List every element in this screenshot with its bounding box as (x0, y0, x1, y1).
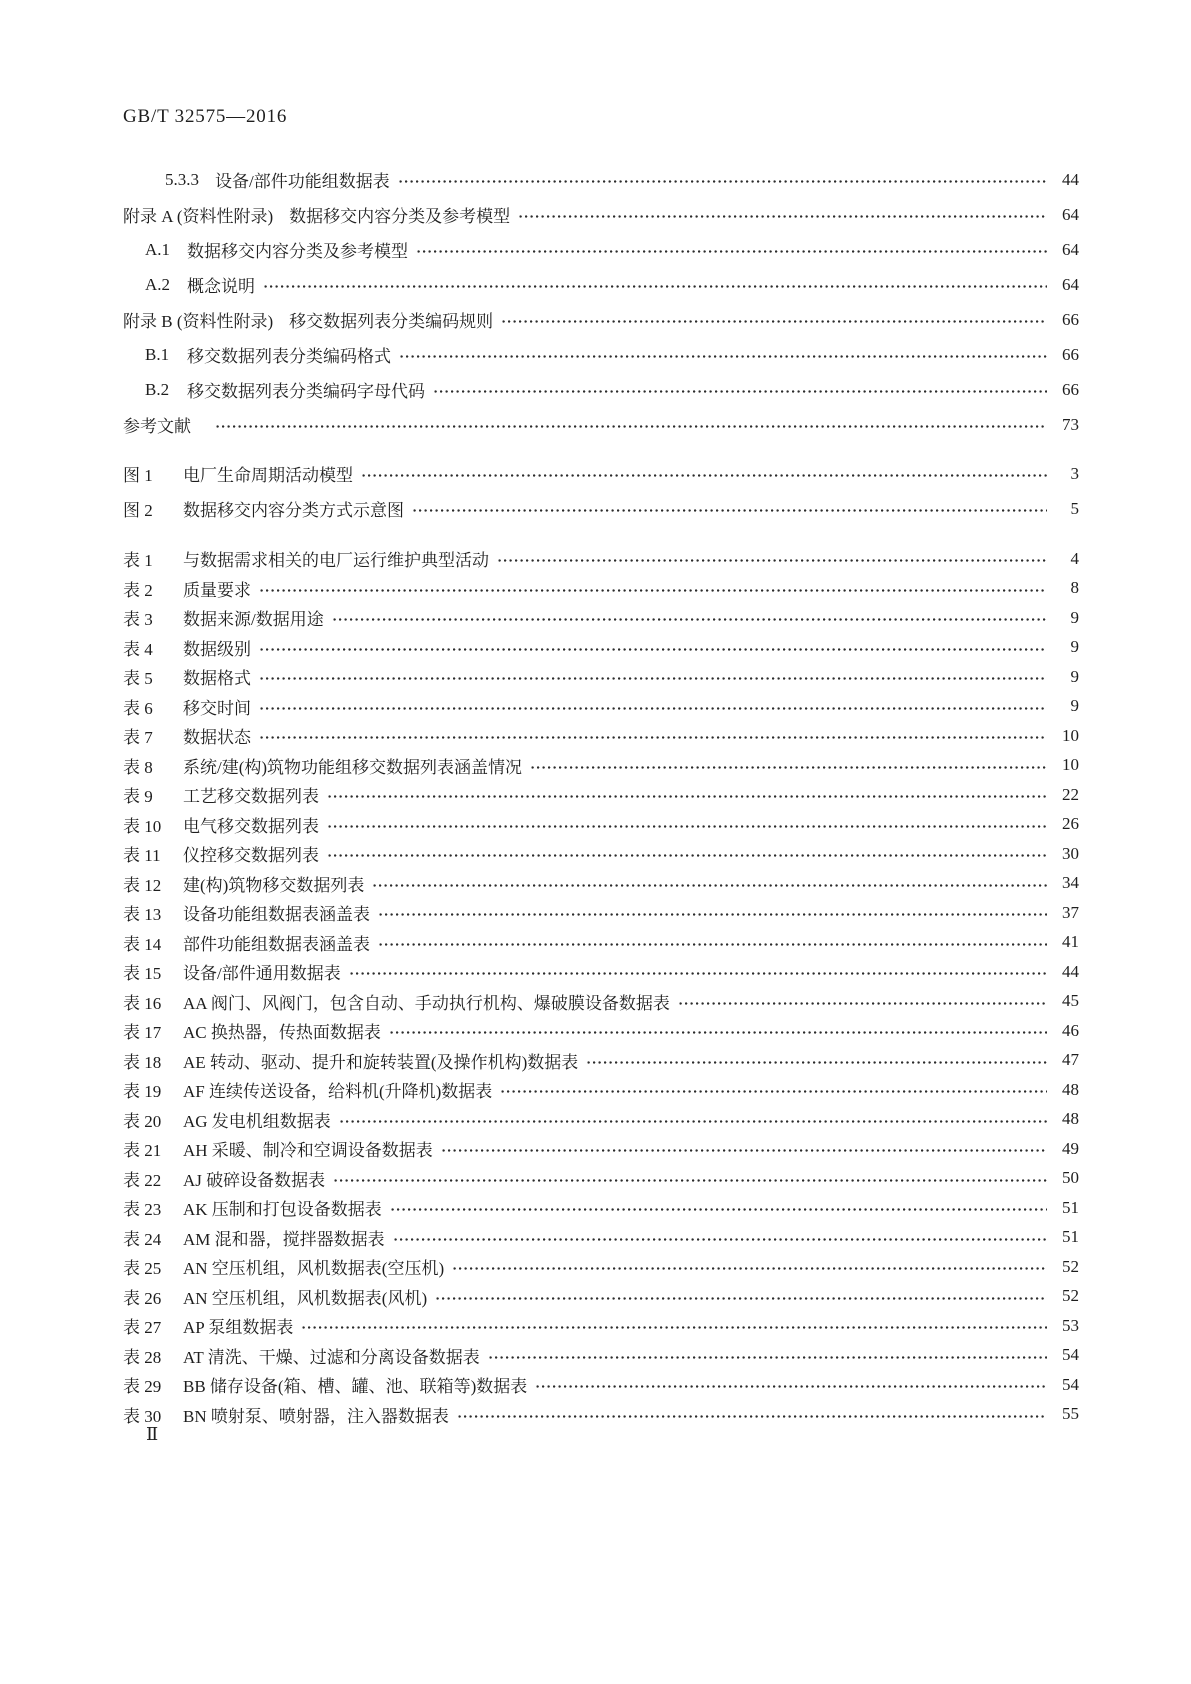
toc-entry (123, 987, 1079, 1017)
toc-entry-title: 数据移交内容分类及参考模型 (187, 242, 408, 261)
toc-entry-title: AJ 破碎设备数据表 (183, 1170, 326, 1190)
dot-leader (497, 556, 1047, 565)
toc-entry (123, 1370, 1079, 1400)
toc-entry-number: 表 18 (123, 1052, 162, 1072)
toc-entry-title: 与数据需求相关的电厂运行维护典型活动 (183, 551, 489, 571)
toc-entry (123, 1046, 1079, 1076)
toc-entry (123, 544, 1079, 574)
toc-entry-page: 9 (1070, 666, 1079, 686)
dot-leader (215, 422, 1047, 431)
toc-entry (123, 780, 1079, 810)
toc-entry-page: 55 (1062, 1404, 1079, 1424)
toc-entry-page: 48 (1062, 1109, 1079, 1129)
toc-entry-page: 41 (1062, 932, 1079, 952)
toc-entry-number: 表 13 (123, 905, 162, 925)
toc-entry-number: 表 22 (123, 1170, 162, 1190)
toc-entry-title: AA 阀门、风阀门，包含自动、手动执行机构、爆破膜设备数据表 (183, 993, 670, 1013)
toc-entry (123, 1075, 1079, 1105)
toc-entry-title: AH 采暖、制冷和空调设备数据表 (183, 1141, 433, 1161)
dot-leader (259, 704, 1047, 713)
toc-entry-title: 数据状态 (183, 728, 251, 748)
toc-entry-number: B.2 (145, 379, 170, 399)
dot-leader (393, 1235, 1047, 1244)
dot-leader (500, 1087, 1047, 1096)
toc-entry-title: AK 压制和打包设备数据表 (183, 1200, 382, 1220)
dot-leader (361, 471, 1047, 480)
toc-entry (123, 1282, 1079, 1312)
toc-entry-page: 52 (1062, 1256, 1079, 1276)
toc-entry-number: 附录 A (资料性附录) (123, 207, 274, 226)
toc-entry (123, 1193, 1079, 1223)
toc-entry-page: 64 (1062, 239, 1079, 259)
toc-entry-page: 64 (1062, 274, 1079, 294)
toc-entry-page: 22 (1062, 784, 1079, 804)
toc-entry-number: 表 9 (123, 787, 153, 807)
toc-entry-title: AN 空压机组，风机数据表(风机) (183, 1288, 428, 1308)
toc-entry-title: AG 发电机组数据表 (183, 1111, 331, 1131)
dot-leader (398, 177, 1047, 186)
toc-entry-title: AF 连续传送设备，给料机(升降机)数据表 (183, 1082, 493, 1102)
dot-leader (389, 1028, 1047, 1037)
toc-entry-number: 表 21 (123, 1141, 162, 1161)
toc-entry-page: 30 (1062, 843, 1079, 863)
toc-entry (123, 302, 1079, 337)
dot-leader (372, 881, 1047, 890)
toc-entry-number: 表 3 (123, 610, 153, 630)
toc-entry (123, 810, 1079, 840)
toc-entry (123, 267, 1079, 302)
toc-entry-page: 54 (1062, 1374, 1079, 1394)
toc-entry-number: 表 27 (123, 1318, 162, 1338)
toc-entry (123, 928, 1079, 958)
dot-leader (678, 999, 1047, 1008)
toc-entry-number: 表 29 (123, 1377, 162, 1397)
toc-entry-page: 8 (1070, 578, 1079, 598)
toc-entry-page: 45 (1062, 991, 1079, 1011)
toc-entry-title: BB 储存设备(箱、槽、罐、池、联箱等)数据表 (183, 1377, 528, 1397)
toc-entry-page: 54 (1062, 1345, 1079, 1365)
toc-entry (123, 662, 1079, 692)
toc-entry-page: 5 (1070, 498, 1079, 518)
toc-entry-number: 表 12 (123, 875, 162, 895)
dot-leader (259, 674, 1047, 683)
dot-leader (441, 1146, 1047, 1155)
dot-leader (433, 387, 1047, 396)
toc-entry-title: 设备/部件功能组数据表 (215, 172, 390, 191)
dot-leader (518, 212, 1047, 221)
toc-entry-title: AP 泵组数据表 (183, 1318, 294, 1338)
toc-entry (123, 957, 1079, 987)
toc-entry-page: 64 (1062, 204, 1079, 224)
toc-entry (123, 1252, 1079, 1282)
toc-entry-title: AC 换热器，传热面数据表 (183, 1023, 381, 1043)
dot-leader (332, 615, 1047, 624)
toc-entry-number: 表 6 (123, 698, 153, 718)
toc-entry-title: 数据级别 (183, 639, 251, 659)
toc-entry-page: 9 (1070, 607, 1079, 627)
dot-leader (259, 733, 1047, 742)
toc-entry-page: 49 (1062, 1138, 1079, 1158)
toc-entry-title: 建(构)筑物移交数据列表 (183, 875, 365, 895)
toc-entry (123, 1016, 1079, 1046)
dot-leader (530, 763, 1047, 772)
toc-entry-title: 移交时间 (183, 698, 251, 718)
toc-entry-number: 表 4 (123, 639, 153, 659)
toc-entry-page: 73 (1062, 414, 1079, 434)
toc-entry-title: AM 混和器，搅拌器数据表 (183, 1229, 385, 1249)
dot-leader (378, 910, 1047, 919)
toc-entry (123, 1341, 1079, 1371)
dot-leader (327, 792, 1047, 801)
toc-entry (123, 751, 1079, 781)
toc-entry-number: 表 28 (123, 1347, 162, 1367)
toc-entry (123, 456, 1079, 491)
toc-entry (123, 1134, 1079, 1164)
toc-entry (123, 1223, 1079, 1253)
toc-entry-page: 34 (1062, 873, 1079, 893)
toc-entry-title: 设备/部件通用数据表 (183, 964, 341, 984)
toc-entry-title: 电厂生命周期活动模型 (183, 466, 353, 485)
dot-leader (399, 352, 1047, 361)
toc-entry (123, 839, 1079, 869)
toc-entry-number: 表 25 (123, 1259, 162, 1279)
dot-leader (349, 969, 1047, 978)
dot-leader (301, 1323, 1047, 1332)
toc-entry-title: 移交数据列表分类编码字母代码 (187, 382, 425, 401)
toc-entry (123, 232, 1079, 267)
toc-entry (123, 633, 1079, 663)
toc-entry-number: 表 20 (123, 1111, 162, 1131)
toc-entry-page: 51 (1062, 1227, 1079, 1247)
toc-entry-page: 53 (1062, 1315, 1079, 1335)
toc-entry-number: 参考文献 (123, 417, 191, 436)
toc-entry (123, 197, 1079, 232)
toc-entry (123, 574, 1079, 604)
toc-entry-page: 9 (1070, 696, 1079, 716)
toc-entry-title: AT 清洗、干燥、过滤和分离设备数据表 (183, 1347, 480, 1367)
toc-entry-page: 66 (1062, 379, 1079, 399)
toc-entry (123, 1400, 1079, 1430)
toc-entry-page: 52 (1062, 1286, 1079, 1306)
dot-leader (327, 822, 1047, 831)
toc-entry-page: 46 (1062, 1020, 1079, 1040)
toc-entry (123, 407, 1079, 442)
toc-entry-number: 表 2 (123, 580, 153, 600)
toc-entry-page: 4 (1070, 548, 1079, 568)
toc-entry (123, 372, 1079, 407)
toc-entry-title: 概念说明 (187, 277, 255, 296)
toc-entry-page: 9 (1070, 637, 1079, 657)
toc-entry (123, 869, 1079, 899)
toc-entry (123, 603, 1079, 633)
dot-leader (416, 247, 1047, 256)
toc-entry-title: 数据格式 (183, 669, 251, 689)
toc-entry-page: 37 (1062, 902, 1079, 922)
toc-entry-title: 电气移交数据列表 (183, 816, 319, 836)
toc-entry-number: 表 23 (123, 1200, 162, 1220)
toc-entry-page: 47 (1062, 1050, 1079, 1070)
toc-entry-number: 图 1 (123, 466, 153, 485)
toc-entry-number: B.1 (145, 344, 170, 364)
toc-entry-number: 表 30 (123, 1406, 162, 1426)
dot-leader (488, 1353, 1047, 1362)
toc-entry-number: 表 5 (123, 669, 153, 689)
toc-entry-title: 数据来源/数据用途 (183, 610, 324, 630)
toc-entry-title: AE 转动、驱动、提升和旋转装置(及操作机构)数据表 (183, 1052, 579, 1072)
dot-leader (390, 1205, 1047, 1214)
toc-entry-page: 44 (1062, 169, 1079, 189)
toc-section-tables (123, 544, 1079, 1429)
dot-leader (259, 645, 1047, 654)
toc-entry (123, 337, 1079, 372)
toc-entry-number: 表 26 (123, 1288, 162, 1308)
toc-entry (123, 1311, 1079, 1341)
toc-entry-title: 质量要求 (183, 580, 251, 600)
toc-entry (123, 491, 1079, 526)
toc-entry (123, 162, 1079, 197)
dot-leader (378, 940, 1047, 949)
toc-entry (123, 898, 1079, 928)
dot-leader (535, 1382, 1047, 1391)
toc-entry-number: 表 10 (123, 816, 162, 836)
toc-entry-title: 仪控移交数据列表 (183, 846, 319, 866)
toc-entry-page: 50 (1062, 1168, 1079, 1188)
toc-entry-page: 10 (1062, 755, 1079, 775)
toc-entry-page: 66 (1062, 309, 1079, 329)
toc-entry-number: 表 24 (123, 1229, 162, 1249)
dot-leader (457, 1412, 1047, 1421)
toc-entry-number: 附录 B (资料性附录) (123, 312, 274, 331)
toc-entry-number: 表 16 (123, 993, 162, 1013)
toc-entry (123, 1164, 1079, 1194)
dot-leader (327, 851, 1047, 860)
toc-entry-page: 51 (1062, 1197, 1079, 1217)
toc-section-figures (123, 456, 1079, 526)
toc-entry (123, 1105, 1079, 1135)
toc-entry-number: A.2 (145, 274, 171, 294)
toc-entry-page: 3 (1070, 463, 1079, 483)
toc-entry (123, 721, 1079, 751)
dot-leader (452, 1264, 1047, 1273)
toc-entry-number: 表 15 (123, 964, 162, 984)
toc-entry-number: 表 1 (123, 551, 153, 571)
toc-entry-title: 设备功能组数据表涵盖表 (183, 905, 370, 925)
toc-entry-title: 移交数据列表分类编码格式 (187, 347, 391, 366)
dot-leader (501, 317, 1047, 326)
dot-leader (263, 282, 1047, 291)
toc-entry-title: AN 空压机组，风机数据表(空压机) (183, 1259, 445, 1279)
toc-entry-number: A.1 (145, 239, 171, 259)
toc-entry-title: 工艺移交数据列表 (183, 787, 319, 807)
toc-entry-page: 26 (1062, 814, 1079, 834)
table-of-contents (123, 162, 1079, 1429)
dot-leader (435, 1294, 1047, 1303)
toc-entry-number: 表 17 (123, 1023, 162, 1043)
toc-entry-number: 表 19 (123, 1082, 162, 1102)
toc-entry-title: 数据移交内容分类方式示意图 (183, 501, 404, 520)
toc-entry-number: 表 8 (123, 757, 153, 777)
toc-entry-title: 系统/建(构)筑物功能组移交数据列表涵盖情况 (183, 757, 523, 777)
toc-entry-page: 44 (1062, 961, 1079, 981)
toc-entry-title: BN 喷射泵、喷射器，注入器数据表 (183, 1406, 449, 1426)
toc-entry-number: 表 14 (123, 934, 162, 954)
dot-leader (586, 1058, 1047, 1067)
toc-entry-title: 数据移交内容分类及参考模型 (289, 207, 511, 226)
toc-entry (123, 692, 1079, 722)
toc-entry-title: 移交数据列表分类编码规则 (289, 312, 494, 331)
dot-leader (339, 1117, 1047, 1126)
toc-section-body (123, 162, 1079, 442)
dot-leader (412, 506, 1047, 515)
toc-entry-page: 10 (1062, 725, 1079, 745)
toc-entry-page: 48 (1062, 1079, 1079, 1099)
doc-code-header: GB/T 32575—2016 (123, 106, 288, 127)
toc-entry-number: 5.3.3 (165, 169, 199, 189)
page-number: Ⅱ (146, 1424, 159, 1444)
toc-entry-title: 部件功能组数据表涵盖表 (183, 934, 370, 954)
toc-entry-page: 66 (1062, 344, 1079, 364)
toc-entry-number: 表 11 (123, 846, 161, 866)
toc-entry-number: 表 7 (123, 728, 153, 748)
dot-leader (259, 586, 1047, 595)
toc-entry-number: 图 2 (123, 501, 153, 520)
dot-leader (333, 1176, 1047, 1185)
